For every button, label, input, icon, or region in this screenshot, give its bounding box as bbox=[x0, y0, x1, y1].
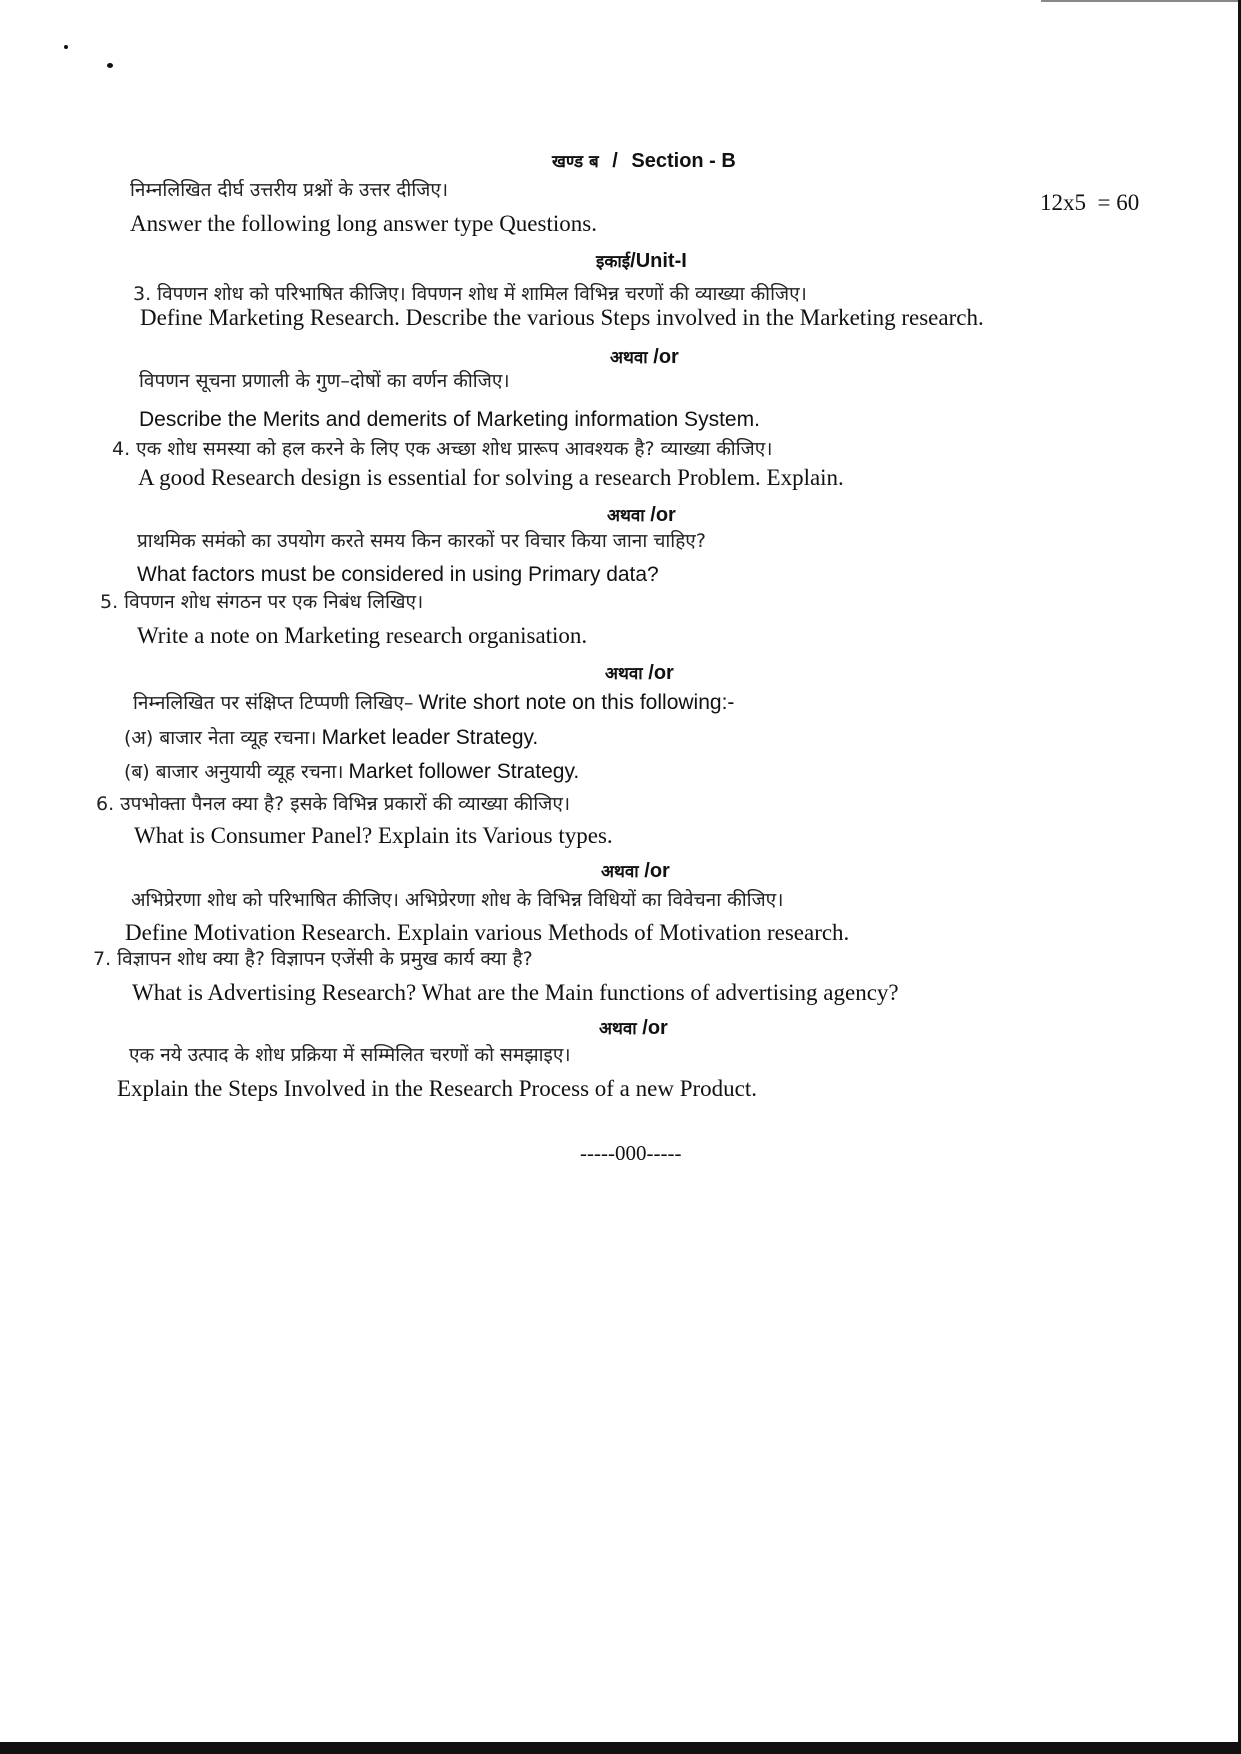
or-divider bbox=[601, 861, 670, 881]
or-divider bbox=[599, 1018, 668, 1038]
scan-edge bbox=[0, 1742, 1241, 1754]
or-hindi: अथवा bbox=[605, 664, 643, 684]
section-heading-english: Section - B bbox=[631, 150, 736, 172]
q7-alt-hindi: एक नये उत्पाद के शोध प्रक्रिया में सम्मिलित चरणों को समझाइए। bbox=[129, 1044, 571, 1066]
or-hindi: अथवा bbox=[599, 1019, 637, 1039]
instructions-english: Answer the following long answer type Questions. bbox=[130, 211, 597, 236]
instructions-hindi: निम्नलिखित दीर्घ उत्तरीय प्रश्नों के उत्तर दीजिए। bbox=[130, 179, 449, 201]
q6-alt-english: Define Motivation Research. Explain various Methods of Motivation research. bbox=[125, 920, 850, 945]
or-english: /or bbox=[650, 504, 676, 526]
section-heading-separator: / bbox=[612, 150, 618, 172]
q7-hindi: 7. विज्ञापन शोध क्या है? विज्ञापन एजेंसी के प्रमुख कार्य क्या है? bbox=[93, 948, 533, 970]
marks-total: 12x5 = 60 bbox=[1040, 190, 1140, 215]
q5-part-b-english: Market follower Strategy. bbox=[348, 760, 580, 783]
q4-alt-english: What factors must be considered in using Primary data? bbox=[137, 563, 659, 586]
q5-part-a bbox=[124, 727, 538, 748]
or-hindi: अथवा bbox=[610, 348, 648, 368]
or-divider bbox=[605, 663, 674, 683]
or-english: /or bbox=[642, 1017, 668, 1039]
scan-speck bbox=[107, 63, 113, 68]
q5-part-b bbox=[124, 761, 579, 782]
unit-heading-english: /Unit-I bbox=[630, 250, 687, 272]
q4-alt-hindi: प्राथमिक समंको का उपयोग करते समय किन कारकों पर विचार किया जाना चाहिए? bbox=[137, 530, 706, 552]
end-of-paper-mark: -----000----- bbox=[580, 1141, 682, 1165]
q4-english: A good Research design is essential for solving a research Problem. Explain. bbox=[138, 465, 844, 490]
scan-edge bbox=[1041, 0, 1241, 2]
q6-hindi: 6. उपभोक्ता पैनल क्या है? इसके विभिन्न प्रकारों की व्याख्या कीजिए। bbox=[96, 793, 571, 815]
section-heading bbox=[552, 151, 736, 171]
scan-speck bbox=[64, 45, 68, 49]
or-english: /or bbox=[653, 346, 679, 368]
q5-alt-english: Write short note on this following:- bbox=[418, 691, 735, 714]
q3-hindi: 3. विपणन शोध को परिभाषित कीजिए। विपणन शोध में शामिल विभिन्न चरणों की व्याख्या कीजिए। bbox=[133, 283, 807, 305]
or-divider bbox=[607, 505, 676, 525]
or-hindi: अथवा bbox=[607, 506, 645, 526]
q5-alt-hindi: निम्नलिखित पर संक्षिप्त टिप्पणी लिखिए– bbox=[133, 692, 414, 714]
or-english: /or bbox=[648, 662, 674, 684]
q3-alt-hindi: विपणन सूचना प्रणाली के गुण–दोषों का वर्णन कीजिए। bbox=[139, 370, 510, 392]
q4-hindi: 4. एक शोध समस्या को हल करने के लिए एक अच्छा शोध प्रारूप आवश्यक है? व्याख्या कीजिए। bbox=[112, 438, 773, 460]
q5-hindi: 5. विपणन शोध संगठन पर एक निबंध लिखिए। bbox=[100, 591, 424, 613]
or-english: /or bbox=[644, 860, 670, 882]
unit-heading bbox=[596, 251, 687, 271]
q5-alt bbox=[133, 692, 734, 713]
q3-english: Define Marketing Research. Describe the various Steps involved in the Marketing research. bbox=[140, 305, 984, 330]
q5-part-a-english: Market leader Strategy. bbox=[321, 726, 539, 749]
or-hindi: अथवा bbox=[601, 862, 639, 882]
unit-heading-hindi: इकाई bbox=[596, 252, 631, 272]
q6-alt-hindi: अभिप्रेरणा शोध को परिभाषित कीजिए। अभिप्रेरणा शोध के विभिन्न विधियों का विवेचना कीजिए। bbox=[131, 889, 784, 911]
q3-alt-english: Describe the Merits and demerits of Marketing information System. bbox=[139, 408, 760, 431]
q7-english: What is Advertising Research? What are the Main functions of advertising agency? bbox=[132, 980, 899, 1005]
q7-alt-english: Explain the Steps Involved in the Research Process of a new Product. bbox=[117, 1076, 758, 1101]
section-heading-hindi: खण्ड ब bbox=[552, 152, 599, 172]
or-divider bbox=[610, 347, 679, 367]
q5-english: Write a note on Marketing research organisation. bbox=[137, 623, 588, 648]
q5-part-b-hindi: (ब) बाजार अनुयायी व्यूह रचना। bbox=[124, 761, 344, 783]
q5-part-a-hindi: (अ) बाजार नेता व्यूह रचना। bbox=[124, 727, 317, 749]
q6-english: What is Consumer Panel? Explain its Various types. bbox=[134, 823, 613, 848]
